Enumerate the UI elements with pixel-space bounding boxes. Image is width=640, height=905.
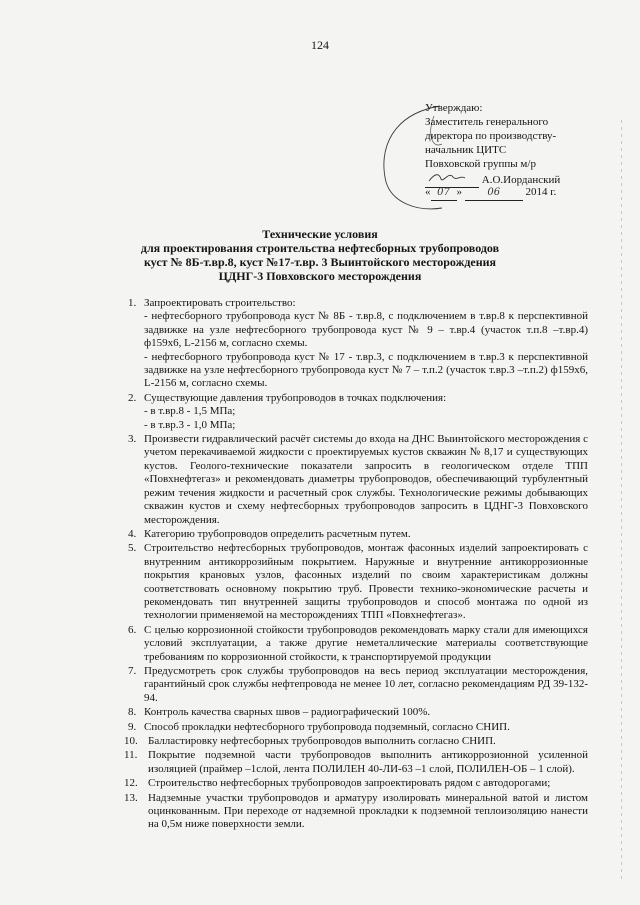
- item-subtext: - нефтесборного трубопровода куст № 17 - т.вр.3, с подключением в т.вр.3 к перспективной задвижке на узле нефтесборного трубопровода куст № 7 – т.п.2 (участок т.вр.3 –т.п.2) ф159х6, L-2156 м, согласно схемы.: [144, 350, 588, 390]
- requirements-list: [124, 297, 588, 833]
- item-number: 4.: [128, 527, 137, 540]
- item-text: Существующие давления трубопроводов в точках подключения:: [144, 391, 447, 404]
- title-line: для проектирования строительства нефтесборных трубопроводов: [140, 241, 500, 255]
- signatory-name: А.О.Иорданский: [481, 174, 561, 186]
- list-item: [130, 297, 588, 391]
- list-item: [124, 791, 588, 832]
- item-number: 3.: [128, 433, 137, 446]
- item-text: Надземные участки трубопроводов и арматуру изолировать минеральной ватой и листом оцинкованным. При переходе от надземной прокладки к подземной теплоизоляцию нанести на 0,5м ниже поверхности земли.: [148, 791, 588, 831]
- list-item: [130, 528, 588, 541]
- item-number: 5.: [128, 542, 137, 555]
- item-subtext: - нефтесборного трубопровода куст № 8Б - т.вр.8, с подключением в т.вр.8 к перспективной задвижке на узле нефтесборного трубопровода куст № 9 – т.вр.4 (участок т.п.8 –т.вр.4) ф159х6, L-2156 м, согласно схемы.: [144, 310, 588, 350]
- page-number: 124: [311, 38, 329, 52]
- item-number: 7.: [128, 664, 137, 677]
- item-number: 13.: [124, 791, 138, 804]
- list-item: [124, 777, 588, 790]
- list-item: [130, 542, 588, 622]
- item-text: Балластировку нефтесборных трубопроводов выполнить согласно СНИП.: [148, 735, 496, 747]
- item-number: 2.: [128, 391, 137, 404]
- approval-line: Повховской группы м/р: [425, 158, 536, 170]
- item-subtext: - в т.вр.8 - 1,5 МПа;: [144, 405, 236, 418]
- document-title: [0, 227, 640, 283]
- item-number: 10.: [124, 735, 138, 747]
- date-day: 07: [431, 186, 457, 201]
- list-item: [130, 433, 588, 527]
- list-item: [130, 721, 588, 734]
- approval-block: [425, 101, 560, 199]
- item-number: 8.: [128, 706, 137, 719]
- item-text: Строительство нефтесборных трубопроводов, монтаж фасонных изделий запроектировать с внутренним антикоррозийным покрытием. Наружные и внутренние антикоррозионные покрытия крановых узлов, фасонных изделий по своим характеристикам должны соответствовать основному покрытию труб. Провести технико-экономические расчеты и рекомендовать тип внутренней защиты трубопроводов и способ монтажа по одной из технологии применяемой на месторождениях ТПП «Повхнефтегаз».: [144, 542, 588, 622]
- item-text: Покрытие подземной части трубопроводов выполнить антикоррозионной усиленной изоляцией (праймер –1слой, лента ПОЛИЛЕН 40-ЛИ-63 –1 слой, ПОЛИЛЕН-ОБ – 1 слой).: [148, 749, 588, 775]
- item-text: Категорию трубопроводов определить расчетным путем.: [144, 527, 411, 540]
- date-year: 2014 г.: [525, 186, 557, 198]
- list-item: [124, 749, 588, 776]
- item-text: С целью коррозионной стойкости трубопроводов рекомендовать марку стали для имеющихся условий эксплуатации, а также другие неметаллические материалы соответствующие требованиям по коррозионной стойкости, к транспортируемой продукции: [144, 623, 588, 663]
- item-number: 1.: [128, 297, 137, 309]
- signature-row: [425, 171, 560, 185]
- list-item: [130, 706, 588, 719]
- title-line: ЦДНГ-3 Повховского месторождения: [218, 269, 422, 283]
- approval-line: начальник ЦИТС: [425, 144, 507, 156]
- item-text: Запроектировать строительство:: [144, 297, 296, 309]
- item-subtext: - в т.вр.3 - 1,0 МПа;: [144, 418, 236, 431]
- approval-heading: Утверждаю:: [425, 102, 483, 114]
- approval-line: Заместитель генерального: [425, 116, 549, 128]
- list-item: [130, 665, 588, 705]
- approval-date: « 07 » 06 2014 г.: [425, 185, 560, 199]
- item-number: 12.: [124, 777, 138, 790]
- item-text: Строительство нефтесборных трубопроводов запроектировать рядом с автодорогами;: [148, 777, 551, 790]
- item-number: 6.: [128, 623, 137, 636]
- approval-line: директора по производству-: [425, 130, 557, 142]
- title-line: Технические условия: [262, 227, 378, 241]
- item-number: 9.: [128, 720, 137, 733]
- handwritten-signature: [425, 171, 479, 183]
- list-item: [124, 735, 588, 748]
- date-month: 06: [465, 186, 523, 201]
- list-item: [130, 392, 588, 432]
- item-text: Предусмотреть срок службы трубопроводов на весь период эксплуатации месторождения, гарантийный срок службы нефтепровода не менее 10 лет, согласно рекомендациям РД 39-132-94.: [144, 664, 588, 704]
- item-text: Способ прокладки нефтесборного трубопровода подземный, согласно СНИП.: [144, 720, 510, 733]
- title-line: куст № 8Б-т.вр.8, куст №17-т.вр. 3 Выинтойского месторождения: [143, 255, 497, 269]
- item-text: Контроль качества сварных швов – радиографический 100%.: [144, 706, 431, 719]
- item-number: 11.: [124, 749, 138, 762]
- list-item: [130, 624, 588, 664]
- item-text: Произвести гидравлический расчёт системы до входа на ДНС Выинтойского месторождения с учетом перекачиваемой жидкости с проектируемых кустов скважин № 8,17 и существующих кустов. Геолого-технические показатели запросить в геологическом отделе ТПП «Повхнефтегаз» и рекомендовать диаметры трубопроводов, обеспечивающий турбулентный режим течения жидкости и расчетный срок службы. Технологические режимы добывающих скважин кустов и схему нефтесборных трубопроводов запросить в ЦДНГ-3 Повховского месторождения.: [144, 433, 588, 526]
